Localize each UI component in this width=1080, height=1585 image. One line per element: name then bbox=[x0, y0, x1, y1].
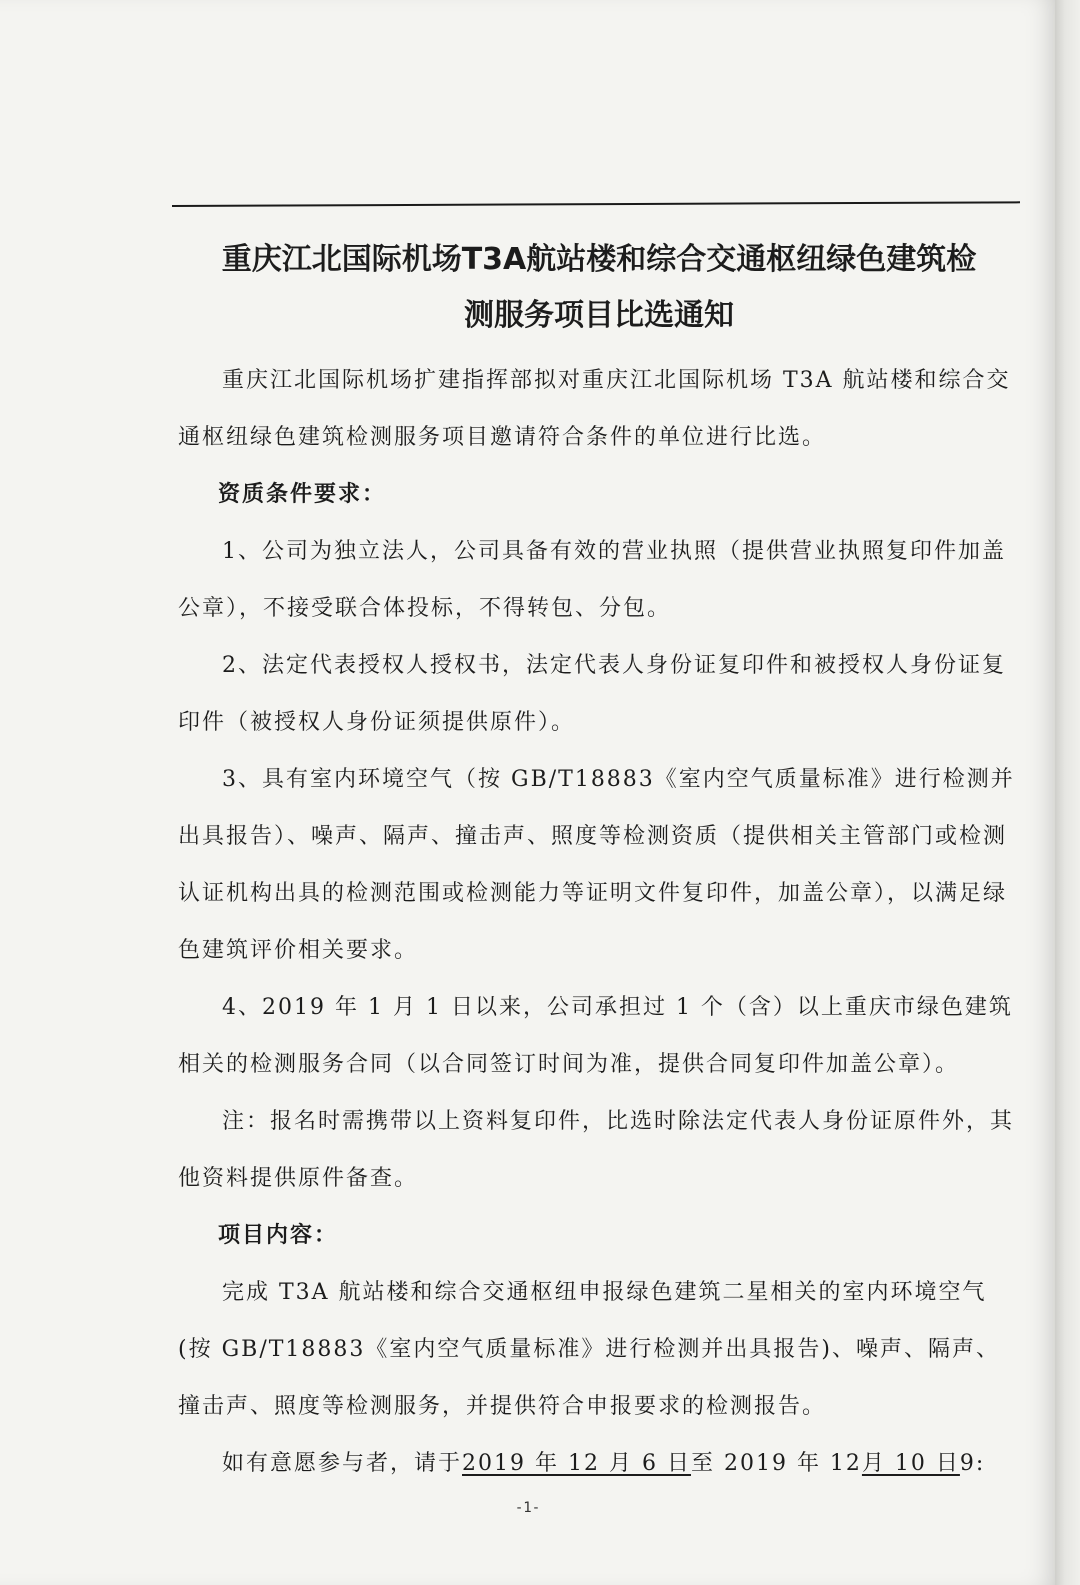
qualification-heading: 资质条件要求： bbox=[218, 482, 387, 507]
closing-prefix: 如有意愿参与者，请于 bbox=[222, 1451, 463, 1476]
closing-date-start: 2019 年 12 月 6 日 bbox=[462, 1451, 691, 1476]
intro-paragraph: 重庆江北国际机场扩建指挥部拟对重庆江北国际机场 T3A 航站楼和综合交通枢纽绿色建筑检测服务项目邀请符合条件的单位进行比选。 bbox=[178, 368, 1011, 450]
requirement-4: 4、2019 年 1 月 1 日以来，公司承担过 1 个（含）以上重庆市绿色建筑相关的检测服务合同（以合同签订时间为准，提供合同复印件加盖公章）。 bbox=[178, 995, 1013, 1077]
closing-paragraph bbox=[178, 1435, 1020, 1492]
requirement-2: 2、法定代表授权人授权书，法定代表人身份证复印件和被授权人身份证复印件（被授权人身份证须提供原件）。 bbox=[178, 653, 1006, 735]
page-number: -1- bbox=[514, 1500, 541, 1516]
requirement-3: 3、具有室内环境空气（按 GB/T18883《室内空气质量标准》进行检测并出具报告）、噪声、隔声、撞击声、照度等检测资质（提供相关主管部门或检测认证机构出具的检测范围或检测能力等证明文件复印件，加盖公章），以满足绿色建筑评价相关要求。 bbox=[178, 767, 1015, 963]
closing-date-end: 月 10 日 bbox=[861, 1451, 960, 1476]
project-heading: 项目内容： bbox=[218, 1223, 339, 1248]
header-rule bbox=[172, 201, 1020, 207]
closing-mid: 至 2019 年 12 bbox=[690, 1451, 862, 1476]
document-body bbox=[178, 232, 1020, 1492]
page-edge-shadow bbox=[1055, 0, 1080, 1585]
document-title bbox=[178, 232, 1020, 344]
requirement-1: 1、公司为独立法人，公司具备有效的营业执照（提供营业执照复印件加盖公章），不接受联合体投标，不得转包、分包。 bbox=[178, 539, 1006, 621]
title-line-1: 重庆江北国际机场T3A航站楼和综合交通枢纽绿色建筑检 bbox=[221, 242, 977, 277]
closing-suffix: 9: bbox=[959, 1451, 986, 1476]
project-content: 完成 T3A 航站楼和综合交通枢纽申报绿色建筑二星相关的室内环境空气(按 GB/T18883《室内空气质量标准》进行检测并出具报告)、噪声、隔声、撞击声、照度等检测服务，并提供符合申报要求的检测报告。 bbox=[178, 1280, 1000, 1419]
title-line-2: 测服务项目比选通知 bbox=[464, 298, 734, 333]
note-paragraph: 注：报名时需携带以上资料复印件，比选时除法定代表人身份证原件外，其他资料提供原件备查。 bbox=[178, 1109, 1015, 1191]
